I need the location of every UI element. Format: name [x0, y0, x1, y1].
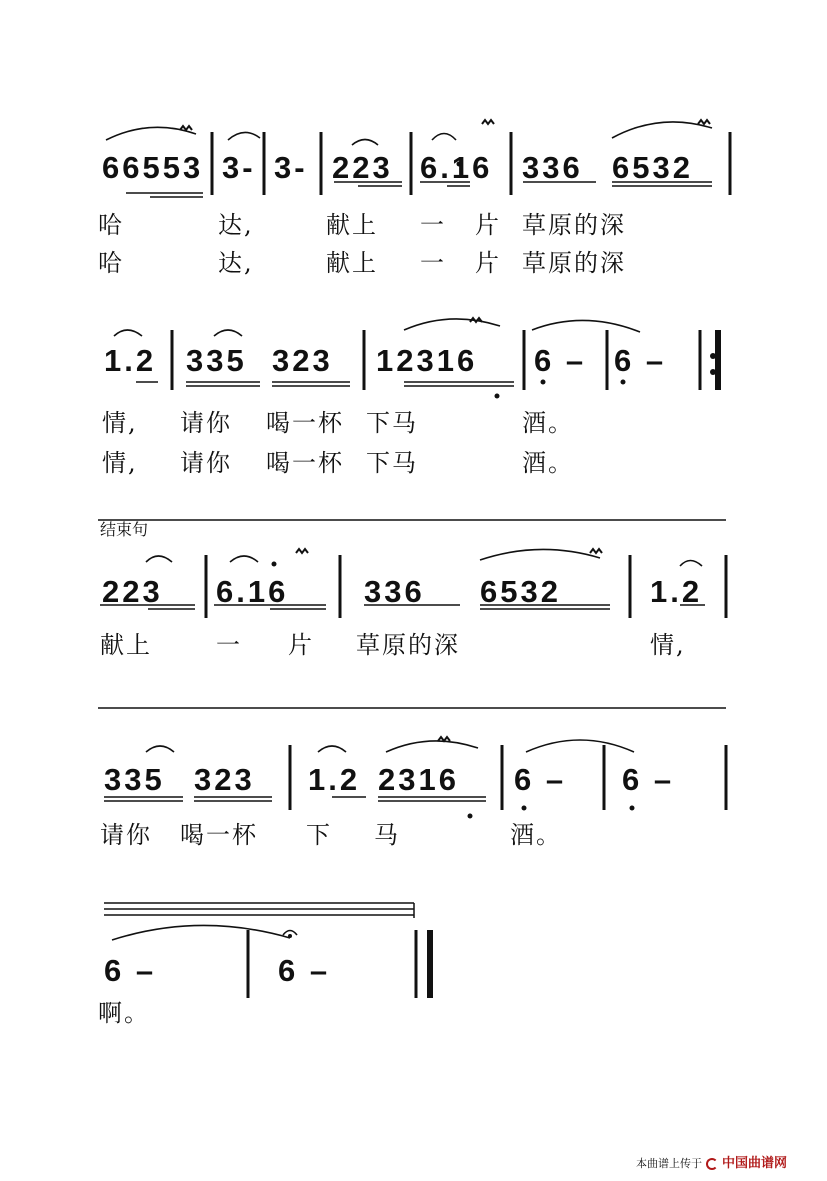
system-4-note-2: 323: [194, 762, 255, 797]
system-1-note-7: 6532: [612, 150, 693, 185]
system-3-lyric-1: 献上: [100, 631, 152, 659]
system-1-lyric-1-2: 达,: [218, 211, 254, 239]
system-1-lyric-1-5: 片: [475, 211, 501, 239]
system-2-note-2: 335: [186, 343, 247, 378]
system-1-lyric-1-4: 一: [420, 211, 446, 239]
system-1-note-6: 336: [522, 150, 583, 185]
system-2-lyric-1-4: 下马: [366, 409, 418, 437]
system-4-note-6: 6 –: [622, 762, 675, 797]
site-name[interactable]: 中国曲谱网: [722, 1156, 788, 1171]
system-2-lyric-2-2: 请你: [180, 449, 232, 477]
system-1-note-1: 66553: [102, 150, 204, 185]
system-4-lyric-1: 请你: [100, 821, 152, 849]
system-5-lyric-1: 啊。: [98, 999, 150, 1027]
system-1-lyric-2-4: 一: [420, 249, 446, 277]
system-4-lyric-5: 酒。: [510, 821, 562, 849]
system-2-lyric-2-5: 酒。: [522, 449, 574, 477]
system-2-note-3: 323: [272, 343, 333, 378]
system-3-note-4: 6532: [480, 574, 561, 609]
system-1-lyric-2-3: 献上: [326, 249, 378, 277]
system-5-note-1: 6 –: [104, 953, 157, 988]
system-1-note-3: 3-: [274, 150, 308, 185]
system-3-note-1: 223: [102, 574, 163, 609]
system-1-lyric-2-6: 草原的深: [522, 249, 626, 277]
system-1-lyric-2-2: 达,: [218, 249, 254, 277]
system-4-note-5: 6 –: [514, 762, 567, 797]
system-3-note-3: 336: [364, 574, 425, 609]
system-3-note-5: 1.2: [650, 574, 703, 609]
system-4-note-4: 2316: [378, 762, 459, 797]
system-1-lyric-1-6: 草原的深: [522, 211, 626, 239]
system-2-lyric-1-1: 情,: [102, 409, 138, 437]
system-4-lyric-4: 马: [374, 821, 400, 849]
system-2-note-5: 6 –: [534, 343, 587, 378]
system-5-note-2: 6 –: [278, 953, 331, 988]
system-2-note-1: 1.2: [104, 343, 157, 378]
system-2-note-6: 6 –: [614, 343, 667, 378]
section-label: 结束句: [100, 520, 149, 539]
system-1-lyric-1-3: 献上: [326, 211, 378, 239]
system-4-note-3: 1.2: [308, 762, 361, 797]
system-3-lyric-2: 一: [216, 631, 242, 659]
system-3-lyric-3: 片: [288, 631, 314, 659]
system-4-note-1: 335: [104, 762, 165, 797]
system-1-lyric-2-5: 片: [475, 249, 501, 277]
footer: [636, 1157, 787, 1171]
system-1-lyric-2-1: 哈: [98, 249, 124, 277]
system-1-note-2: 3-: [222, 150, 256, 185]
system-2-lyric-2-1: 情,: [102, 449, 138, 477]
system-2-lyric-2-4: 下马: [366, 449, 418, 477]
system-1-lyric-1-1: 哈: [98, 211, 124, 239]
system-2-note-4: 12316: [376, 343, 478, 378]
system-2-lyric-1-5: 酒。: [522, 409, 574, 437]
system-4-lyric-2: 喝一杯: [180, 821, 258, 849]
system-3-lyric-4: 草原的深: [356, 631, 460, 659]
system-1-note-5: 6.16: [420, 150, 493, 185]
system-2-lyric-2-3: 喝一杯: [266, 449, 344, 477]
footer-upload-text: 本曲谱上传于: [636, 1157, 702, 1170]
system-2-lyric-1-2: 请你: [180, 409, 232, 437]
system-1-note-4: 223: [332, 150, 393, 185]
system-4-lyric-3: 下: [306, 821, 332, 849]
system-2-lyric-1-3: 喝一杯: [266, 409, 344, 437]
site-logo-icon: [706, 1158, 718, 1170]
system-3-lyric-5: 情,: [650, 631, 686, 659]
system-3-note-2: 6.16: [216, 574, 289, 609]
